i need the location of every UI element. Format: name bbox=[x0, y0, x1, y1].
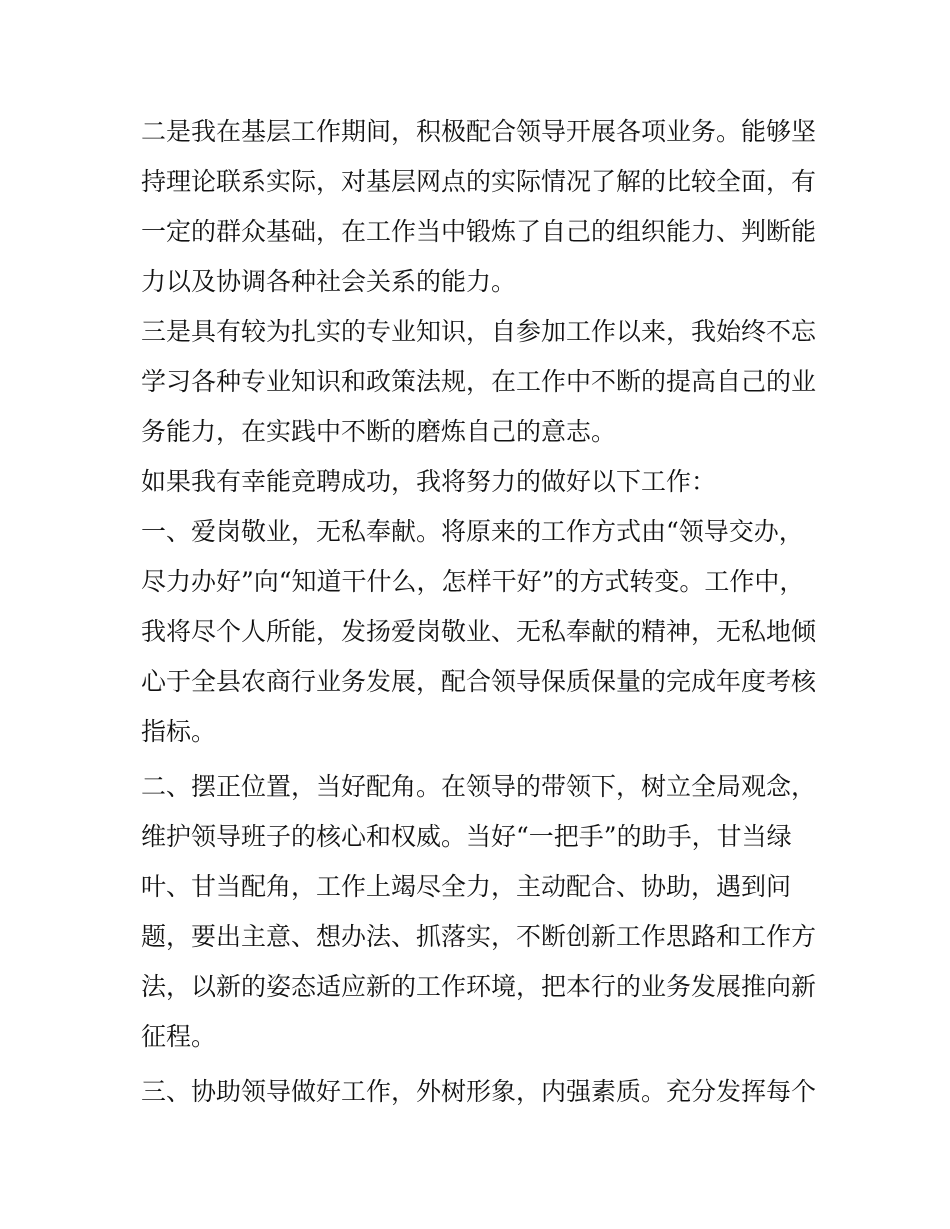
text-line: 我将尽个人所能，发扬爱岗敬业、无私奉献的精神，无私地倾 bbox=[141, 617, 817, 646]
text-line: 维护领导班子的核心和权威。当好“一把手”的助手，甘当绿 bbox=[141, 822, 792, 851]
text-line: 如果我有幸能竞聘成功，我将努力的做好以下工作： bbox=[141, 467, 717, 496]
text-line: 指标。 bbox=[141, 717, 217, 746]
text-line: 三是具有较为扎实的专业知识，自参加工作以来，我始终不忘 bbox=[141, 317, 817, 346]
text-line: 三、协助领导做好工作，外树形象，内强素质。充分发挥每个 bbox=[141, 1077, 817, 1106]
text-line: 尽力办好”向“知道干什么，怎样干好”的方式转变。工作中， bbox=[141, 567, 805, 596]
text-line: 二是我在基层工作期间，积极配合领导开展各项业务。能够坚 bbox=[141, 117, 817, 146]
text-line: 务能力，在实践中不断的磨炼自己的意志。 bbox=[141, 417, 617, 446]
document-body bbox=[141, 107, 821, 1117]
text-line: 一定的群众基础，在工作当中锻炼了自己的组织能力、判断能 bbox=[141, 217, 817, 246]
text-line: 心于全县农商行业务发展，配合领导保质保量的完成年度考核 bbox=[141, 667, 817, 696]
text-line: 征程。 bbox=[141, 1022, 217, 1051]
text-line: 题，要出主意、想办法、抓落实，不断创新工作思路和工作方 bbox=[141, 922, 817, 951]
text-line: 法，以新的姿态适应新的工作环境，把本行的业务发展推向新 bbox=[141, 972, 817, 1001]
text-line: 二、摆正位置，当好配角。在领导的带领下，树立全局观念， bbox=[141, 772, 817, 801]
text-line: 学习各种专业知识和政策法规，在工作中不断的提高自己的业 bbox=[141, 367, 817, 396]
text-line: 持理论联系实际，对基层网点的实际情况了解的比较全面，有 bbox=[141, 167, 817, 196]
text-line: 叶、甘当配角，工作上竭尽全力，主动配合、协助，遇到问 bbox=[141, 872, 792, 901]
text-line: 力以及协调各种社会关系的能力。 bbox=[141, 267, 517, 296]
text-line: 一、爱岗敬业，无私奉献。将原来的工作方式由“领导交办， bbox=[141, 517, 804, 546]
